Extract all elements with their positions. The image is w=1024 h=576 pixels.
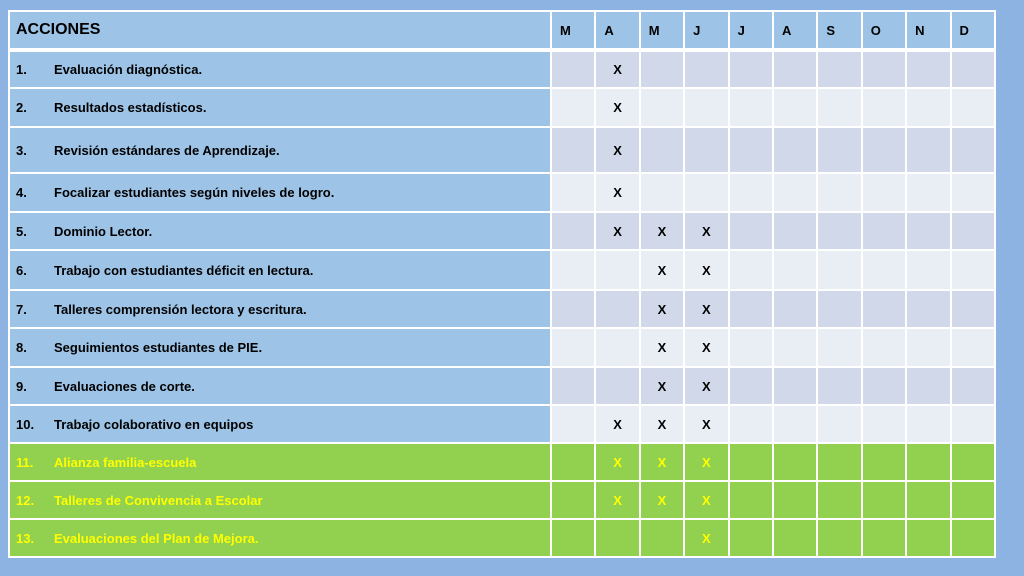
month-cell <box>640 519 684 557</box>
month-cell <box>817 88 861 127</box>
action-row <box>9 367 995 405</box>
action-row <box>9 212 995 250</box>
action-cell <box>9 250 551 290</box>
action-label: Evaluaciones del Plan de Mejora. <box>54 530 259 546</box>
month-cell <box>595 519 639 557</box>
month-cell <box>906 481 950 519</box>
month-cell <box>906 250 950 290</box>
month-cell <box>551 443 595 481</box>
month-cell <box>951 127 995 173</box>
action-row <box>9 173 995 212</box>
month-cell <box>817 519 861 557</box>
month-cell <box>906 88 950 127</box>
month-cell <box>640 50 684 88</box>
month-cell <box>773 405 817 443</box>
month-cell <box>817 50 861 88</box>
month-header: D <box>951 11 995 50</box>
month-cell <box>595 367 639 405</box>
month-cell <box>906 405 950 443</box>
month-cell: X <box>595 481 639 519</box>
month-cell <box>551 290 595 328</box>
action-label: Talleres de Convivencia a Escolar <box>54 492 263 508</box>
month-cell <box>817 212 861 250</box>
month-cell <box>773 250 817 290</box>
month-cell <box>773 290 817 328</box>
action-row <box>9 519 995 557</box>
month-cell <box>551 519 595 557</box>
month-cell <box>729 519 773 557</box>
action-cell <box>9 88 551 127</box>
month-cell <box>951 519 995 557</box>
month-cell <box>595 290 639 328</box>
action-number: 13. <box>16 530 35 546</box>
action-row <box>9 328 995 367</box>
action-number: 10. <box>16 416 35 432</box>
month-cell: X <box>684 519 728 557</box>
month-cell <box>773 212 817 250</box>
month-cell <box>551 88 595 127</box>
action-cell <box>9 212 551 250</box>
month-cell <box>862 127 906 173</box>
action-row <box>9 481 995 519</box>
action-label: Focalizar estudiantes según niveles de logro. <box>54 185 335 200</box>
action-label: Evaluación diagnóstica. <box>54 62 203 77</box>
month-cell: X <box>640 405 684 443</box>
month-cell <box>817 481 861 519</box>
action-row <box>9 88 995 127</box>
month-cell <box>773 173 817 212</box>
month-cell: X <box>684 367 728 405</box>
month-cell: X <box>595 88 639 127</box>
month-cell <box>684 127 728 173</box>
month-header: J <box>684 11 728 50</box>
month-cell <box>684 50 728 88</box>
month-cell <box>817 250 861 290</box>
month-cell <box>640 173 684 212</box>
month-cell <box>906 50 950 88</box>
month-cell <box>951 173 995 212</box>
action-cell <box>9 328 551 367</box>
month-cell <box>773 127 817 173</box>
action-row <box>9 290 995 328</box>
action-row <box>9 127 995 173</box>
month-cell <box>551 367 595 405</box>
month-cell: X <box>595 443 639 481</box>
month-cell <box>906 127 950 173</box>
month-cell <box>640 127 684 173</box>
month-cell <box>773 367 817 405</box>
month-cell <box>817 405 861 443</box>
action-plan-table <box>8 10 996 558</box>
action-number: 12. <box>16 492 35 508</box>
month-cell: X <box>595 173 639 212</box>
month-cell <box>551 127 595 173</box>
month-cell <box>862 405 906 443</box>
month-cell <box>906 173 950 212</box>
month-header: A <box>773 11 817 50</box>
month-cell <box>551 50 595 88</box>
actions-header: ACCIONES <box>9 11 551 50</box>
action-number: 4. <box>16 185 27 200</box>
month-cell <box>729 250 773 290</box>
month-cell <box>862 367 906 405</box>
month-cell: X <box>684 290 728 328</box>
month-cell: X <box>640 212 684 250</box>
action-number: 2. <box>16 100 27 115</box>
action-label: Revisión estándares de Aprendizaje. <box>54 142 280 158</box>
month-header: N <box>906 11 950 50</box>
month-cell: X <box>684 328 728 367</box>
month-cell <box>551 173 595 212</box>
month-cell <box>640 88 684 127</box>
month-header: O <box>862 11 906 50</box>
month-cell <box>551 328 595 367</box>
month-cell <box>684 88 728 127</box>
action-row <box>9 250 995 290</box>
month-cell: X <box>640 443 684 481</box>
month-cell <box>773 328 817 367</box>
month-cell <box>906 443 950 481</box>
action-label: Seguimientos estudiantes de PIE. <box>54 340 263 355</box>
action-number: 11. <box>16 454 34 470</box>
month-cell <box>951 212 995 250</box>
month-cell: X <box>684 481 728 519</box>
action-label: Alianza familia-escuela <box>54 454 197 470</box>
action-number: 5. <box>16 223 27 239</box>
action-cell <box>9 443 551 481</box>
month-header: M <box>551 11 595 50</box>
action-number: 9. <box>16 378 27 394</box>
month-cell: X <box>684 405 728 443</box>
month-cell <box>773 88 817 127</box>
month-cell <box>729 212 773 250</box>
month-cell <box>862 443 906 481</box>
action-label: Evaluaciones de corte. <box>54 378 195 394</box>
month-cell <box>729 50 773 88</box>
month-cell <box>906 328 950 367</box>
action-label: Dominio Lector. <box>54 223 153 239</box>
month-cell <box>729 328 773 367</box>
month-cell <box>951 328 995 367</box>
month-cell <box>951 50 995 88</box>
month-cell <box>862 173 906 212</box>
month-cell: X <box>640 328 684 367</box>
month-cell <box>951 250 995 290</box>
month-cell <box>951 290 995 328</box>
action-row <box>9 50 995 88</box>
month-cell <box>773 481 817 519</box>
month-cell <box>729 290 773 328</box>
month-cell <box>551 212 595 250</box>
month-header: M <box>640 11 684 50</box>
month-cell <box>729 481 773 519</box>
month-cell <box>773 443 817 481</box>
month-cell <box>773 50 817 88</box>
month-header: J <box>729 11 773 50</box>
action-cell <box>9 127 551 173</box>
month-header: A <box>595 11 639 50</box>
month-cell <box>595 250 639 290</box>
action-cell <box>9 519 551 557</box>
month-cell <box>951 481 995 519</box>
action-number: 6. <box>16 262 27 278</box>
month-cell <box>951 88 995 127</box>
month-cell <box>729 405 773 443</box>
month-cell <box>551 250 595 290</box>
month-cell <box>951 443 995 481</box>
month-cell: X <box>595 212 639 250</box>
month-cell <box>729 127 773 173</box>
month-cell <box>817 443 861 481</box>
month-cell <box>551 405 595 443</box>
month-cell <box>817 173 861 212</box>
month-cell <box>773 519 817 557</box>
month-header: S <box>817 11 861 50</box>
month-cell: X <box>640 367 684 405</box>
month-cell: X <box>640 481 684 519</box>
action-label: Talleres comprensión lectora y escritura. <box>54 301 307 317</box>
month-cell <box>684 173 728 212</box>
month-cell: X <box>640 290 684 328</box>
month-cell: X <box>684 443 728 481</box>
action-number: 3. <box>16 142 27 158</box>
month-cell: X <box>595 405 639 443</box>
month-cell <box>906 367 950 405</box>
action-number: 7. <box>16 301 27 317</box>
month-cell <box>862 212 906 250</box>
month-cell: X <box>684 250 728 290</box>
action-cell <box>9 290 551 328</box>
header-row <box>9 11 995 50</box>
month-cell <box>862 519 906 557</box>
action-label: Resultados estadísticos. <box>54 100 207 115</box>
action-number: 8. <box>16 340 27 355</box>
month-cell <box>729 443 773 481</box>
action-number: 1. <box>16 62 27 77</box>
month-cell <box>817 328 861 367</box>
month-cell <box>862 481 906 519</box>
month-cell: X <box>595 127 639 173</box>
month-cell <box>595 328 639 367</box>
action-row <box>9 443 995 481</box>
month-cell: X <box>595 50 639 88</box>
month-cell <box>906 212 950 250</box>
month-cell <box>551 481 595 519</box>
month-cell <box>862 88 906 127</box>
month-cell <box>906 290 950 328</box>
action-cell <box>9 173 551 212</box>
month-cell <box>862 328 906 367</box>
action-label: Trabajo con estudiantes déficit en lectura. <box>54 262 314 278</box>
month-cell <box>817 367 861 405</box>
month-cell <box>817 290 861 328</box>
month-cell <box>729 367 773 405</box>
action-row <box>9 405 995 443</box>
month-cell <box>729 88 773 127</box>
month-cell: X <box>684 212 728 250</box>
action-cell <box>9 367 551 405</box>
month-cell <box>729 173 773 212</box>
month-cell <box>951 367 995 405</box>
action-label: Trabajo colaborativo en equipos <box>54 416 254 432</box>
month-cell: X <box>640 250 684 290</box>
month-cell <box>817 127 861 173</box>
month-cell <box>951 405 995 443</box>
action-cell <box>9 50 551 88</box>
month-cell <box>862 290 906 328</box>
month-cell <box>862 50 906 88</box>
month-cell <box>906 519 950 557</box>
action-cell <box>9 405 551 443</box>
month-cell <box>862 250 906 290</box>
action-cell <box>9 481 551 519</box>
